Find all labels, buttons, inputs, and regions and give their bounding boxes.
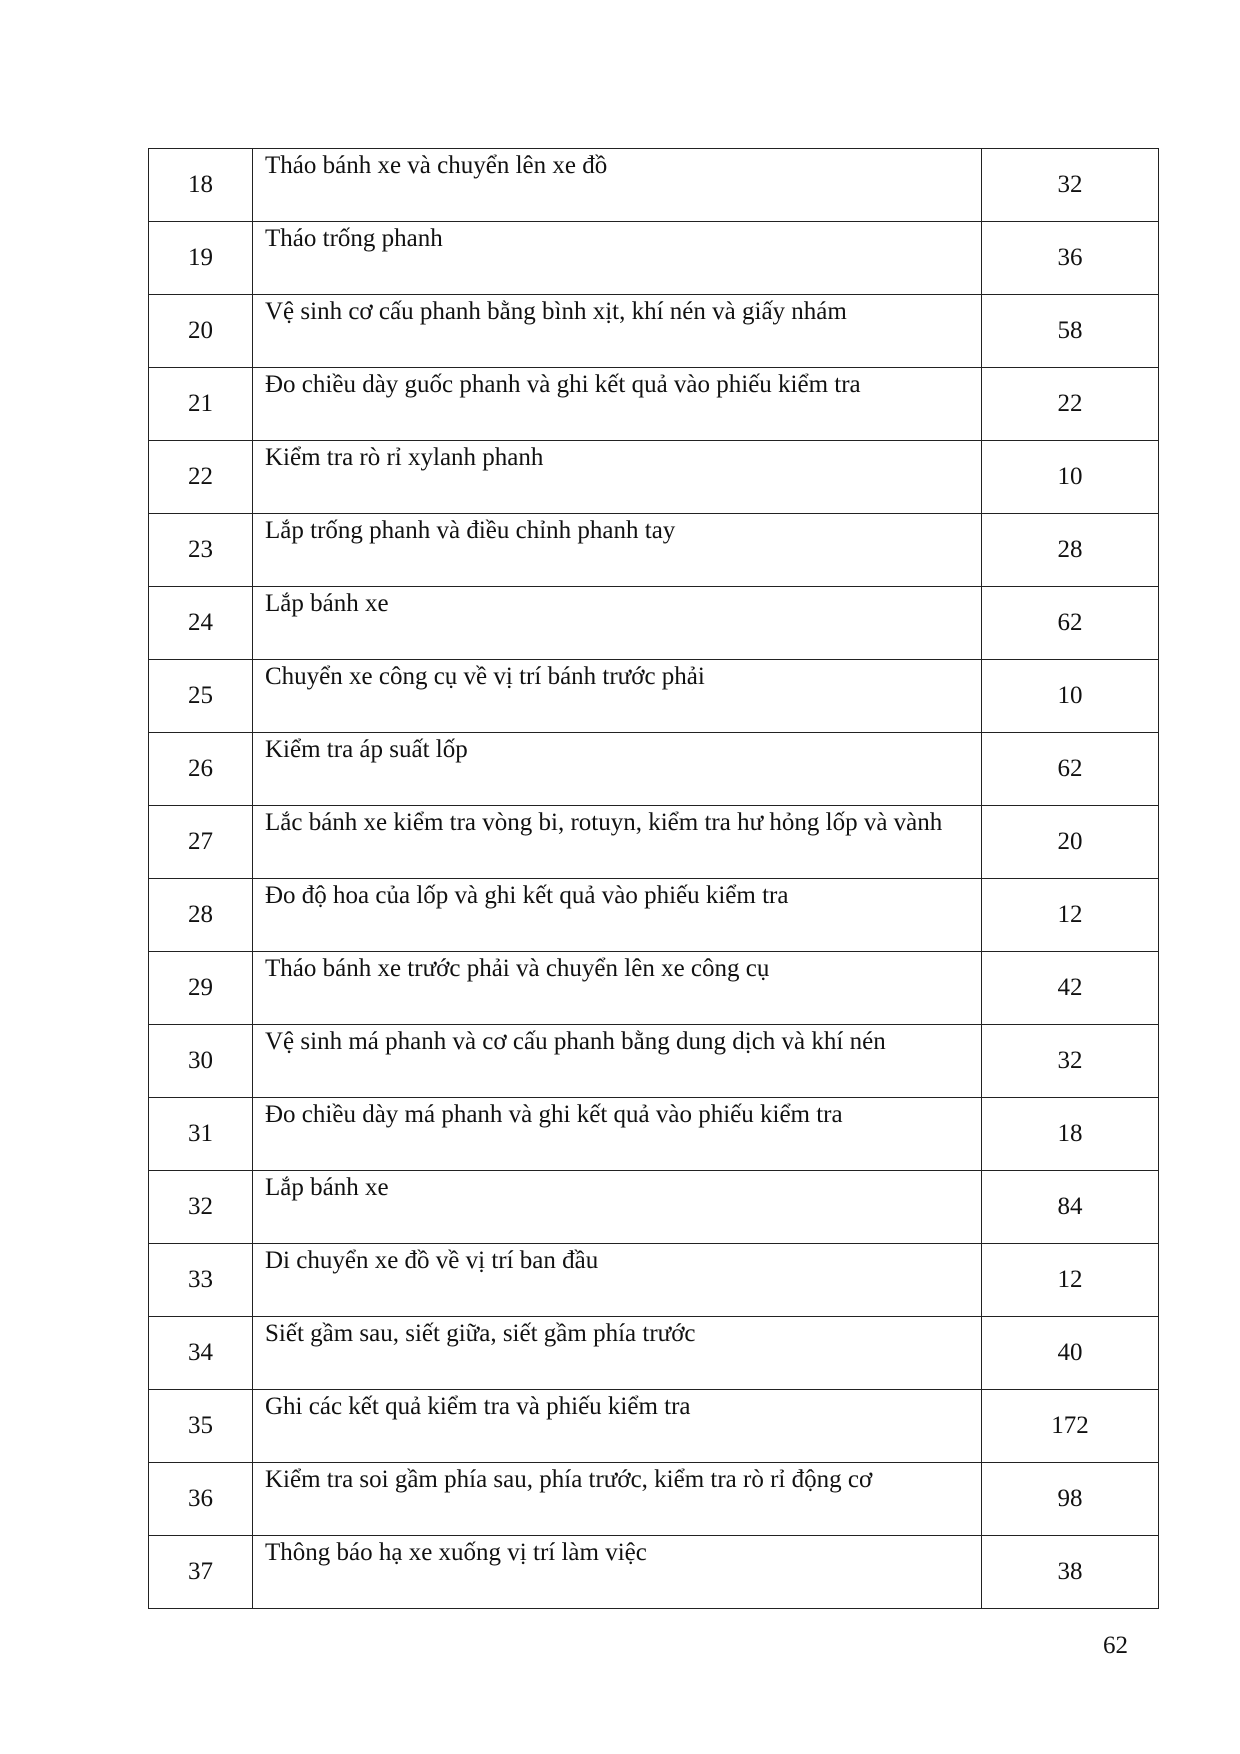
task-description-cell: Lắp bánh xe <box>253 1171 982 1244</box>
duration-cell: 20 <box>982 806 1159 879</box>
duration-cell: 58 <box>982 295 1159 368</box>
table-row <box>149 222 1159 295</box>
task-description-cell: Vệ sinh cơ cấu phanh bằng bình xịt, khí nén và giấy nhám <box>253 295 982 368</box>
task-description-cell: Lắc bánh xe kiểm tra vòng bi, rotuyn, kiểm tra hư hỏng lốp và vành <box>253 806 982 879</box>
task-description-cell: Kiểm tra áp suất lốp <box>253 733 982 806</box>
duration-cell: 36 <box>982 222 1159 295</box>
table-row <box>149 1536 1159 1609</box>
table-row <box>149 1025 1159 1098</box>
step-number-cell: 29 <box>149 952 253 1025</box>
duration-cell: 32 <box>982 1025 1159 1098</box>
table-row <box>149 879 1159 952</box>
duration-cell: 84 <box>982 1171 1159 1244</box>
task-description-cell: Ghi các kết quả kiểm tra và phiếu kiểm tra <box>253 1390 982 1463</box>
step-number-cell: 36 <box>149 1463 253 1536</box>
step-number-cell: 30 <box>149 1025 253 1098</box>
task-description-cell: Tháo bánh xe và chuyển lên xe đồ <box>253 149 982 222</box>
step-number-cell: 26 <box>149 733 253 806</box>
duration-cell: 40 <box>982 1317 1159 1390</box>
step-number-cell: 25 <box>149 660 253 733</box>
step-number-cell: 27 <box>149 806 253 879</box>
task-description-cell: Kiểm tra rò rỉ xylanh phanh <box>253 441 982 514</box>
table-row <box>149 1390 1159 1463</box>
step-number-cell: 28 <box>149 879 253 952</box>
table-row <box>149 149 1159 222</box>
task-description-cell: Di chuyển xe đồ về vị trí ban đầu <box>253 1244 982 1317</box>
table-row <box>149 1098 1159 1171</box>
duration-cell: 42 <box>982 952 1159 1025</box>
duration-cell: 10 <box>982 441 1159 514</box>
duration-cell: 172 <box>982 1390 1159 1463</box>
step-number-cell: 33 <box>149 1244 253 1317</box>
table-row <box>149 587 1159 660</box>
task-description-cell: Thông báo hạ xe xuống vị trí làm việc <box>253 1536 982 1609</box>
table-row <box>149 1463 1159 1536</box>
step-number-cell: 20 <box>149 295 253 368</box>
duration-cell: 38 <box>982 1536 1159 1609</box>
table-row <box>149 295 1159 368</box>
step-number-cell: 32 <box>149 1171 253 1244</box>
task-description-cell: Chuyển xe công cụ về vị trí bánh trước phải <box>253 660 982 733</box>
step-number-cell: 31 <box>149 1098 253 1171</box>
duration-cell: 62 <box>982 587 1159 660</box>
page-number: 62 <box>1103 1632 1128 1659</box>
task-description-cell: Tháo trống phanh <box>253 222 982 295</box>
duration-cell: 12 <box>982 1244 1159 1317</box>
step-number-cell: 23 <box>149 514 253 587</box>
table-row <box>149 952 1159 1025</box>
table-row <box>149 441 1159 514</box>
table-row <box>149 368 1159 441</box>
table-row <box>149 514 1159 587</box>
step-number-cell: 35 <box>149 1390 253 1463</box>
procedure-table <box>148 148 1159 1609</box>
task-description-cell: Đo độ hoa của lốp và ghi kết quả vào phiếu kiểm tra <box>253 879 982 952</box>
duration-cell: 28 <box>982 514 1159 587</box>
task-description-cell: Đo chiều dày guốc phanh và ghi kết quả vào phiếu kiểm tra <box>253 368 982 441</box>
task-description-cell: Lắp trống phanh và điều chỉnh phanh tay <box>253 514 982 587</box>
step-number-cell: 22 <box>149 441 253 514</box>
duration-cell: 98 <box>982 1463 1159 1536</box>
duration-cell: 22 <box>982 368 1159 441</box>
step-number-cell: 21 <box>149 368 253 441</box>
table-row <box>149 660 1159 733</box>
table-row <box>149 1244 1159 1317</box>
step-number-cell: 37 <box>149 1536 253 1609</box>
task-description-cell: Siết gầm sau, siết giữa, siết gầm phía trước <box>253 1317 982 1390</box>
step-number-cell: 24 <box>149 587 253 660</box>
table-row <box>149 1317 1159 1390</box>
table-row <box>149 806 1159 879</box>
task-description-cell: Vệ sinh má phanh và cơ cấu phanh bằng dung dịch và khí nén <box>253 1025 982 1098</box>
step-number-cell: 19 <box>149 222 253 295</box>
duration-cell: 62 <box>982 733 1159 806</box>
duration-cell: 12 <box>982 879 1159 952</box>
duration-cell: 32 <box>982 149 1159 222</box>
task-description-cell: Đo chiều dày má phanh và ghi kết quả vào phiếu kiểm tra <box>253 1098 982 1171</box>
task-description-cell: Kiểm tra soi gầm phía sau, phía trước, kiểm tra rò rỉ động cơ <box>253 1463 982 1536</box>
duration-cell: 18 <box>982 1098 1159 1171</box>
table-row <box>149 733 1159 806</box>
procedure-table-body <box>149 149 1159 1609</box>
step-number-cell: 18 <box>149 149 253 222</box>
step-number-cell: 34 <box>149 1317 253 1390</box>
task-description-cell: Tháo bánh xe trước phải và chuyển lên xe công cụ <box>253 952 982 1025</box>
task-description-cell: Lắp bánh xe <box>253 587 982 660</box>
table-row <box>149 1171 1159 1244</box>
duration-cell: 10 <box>982 660 1159 733</box>
